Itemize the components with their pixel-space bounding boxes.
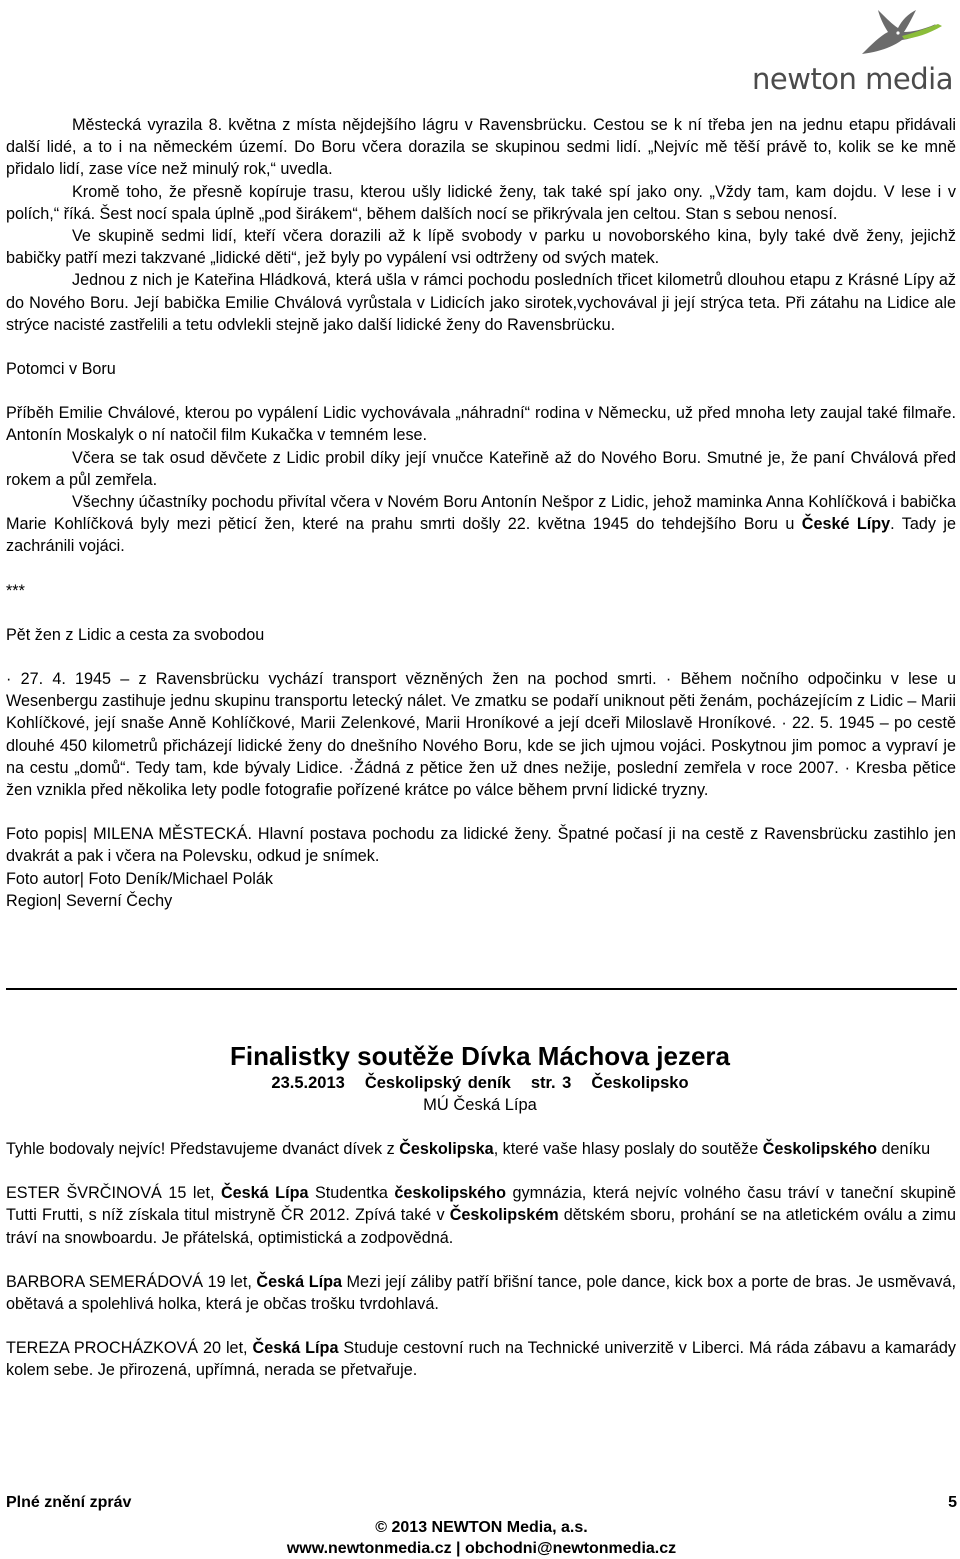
footer-center	[6, 1517, 957, 1559]
bold-term: České Lípy	[801, 515, 891, 534]
finalist-ester: ESTER ŠVRČINOVÁ 15 let, Česká Lípa Studentka českolipského gymnázia, která nejvíc volného času tráví v taneční skupině Tutti Frutti, s níž získala titul mistryně ČR 2012. Zpívá také v Českolipském dětském sboru, prohání se na atletickém oválu a zimu tráví na snowboardu. Je přátelská, optimistická a zodpovědná.	[6, 1184, 956, 1247]
article-publication: Českolipský deník	[364, 1074, 511, 1092]
paragraph: Jednou z nich je Kateřina Hládková, která ušla v rámci pochodu posledních třicet kilometrů dlouhou etapu z Krásné Lípy až do Nového Boru. Její babička Emilie Chválová vyrůstala v Lidicích jako sirotek,vychovával ji její strýca teta. Při zátahu na Lidice ale strýce nacisté zastřelili a tetu odvlekli stejně jako další lidické ženy do Ravensbrücku.	[6, 271, 956, 334]
hummingbird-logo-icon	[752, 6, 957, 66]
article-continuation	[6, 114, 956, 912]
newton-media-logo	[752, 6, 957, 98]
footer-label: Plné znění zpráv	[6, 1494, 132, 1511]
section-heading: Potomci v Boru	[6, 360, 116, 379]
paragraph: Ve skupině sedmi lidí, kteří včera dorazili až k lípě svobody v parku u novoborského kina, byly také dvě ženy, jejichž babičky patří mezi takzvané „lidické děti“, jež byly po vypálení vsi odtrženy od svých matek.	[6, 227, 956, 268]
paragraph: Všechny účastníky pochodu přivítal včera v Novém Boru Antonín Nešpor z Lidic, jehož maminka Anna Kohlíčková i babička Marie Kohlíčková byly mezi pěticí žen, které na prahu smrti došly 22. května 1945 do tehdejšího Boru u České Lípy. Tady je zachránili vojáci.	[6, 493, 957, 556]
article-meta	[0, 1072, 960, 1094]
article-body	[6, 1138, 956, 1382]
contact: www.newtonmedia.cz | obchodni@newtonmedia.cz	[286, 1540, 677, 1557]
timeline-paragraph: · 27. 4. 1945 – z Ravensbrücku vychází transport vězněných žen na pochod smrti. · Během nočního odpočinku v lese u Wesenbergu zastihuje jednu skupinu transportu letecký nálet. Ve zmatku se podaří uniknout pěti ženám, pocházejícím z Lidic – Marii Kohlíčkové, její snaše Anně Kohlíčkové, Marii Zelenkové, Marii Hroníkové a její dceři Miloslavě Hroníkové. · 22. 5. 1945 – po cestě dlouhé 450 kilometrů přicházejí lidické ženy do dnešního Nového Boru, kde se jich ujmou vojáci. Poskytnou jim pomoc a vypraví je na cestu „domů“. Tedy tam, kde bývaly Lidice. ·Žádná z pětice žen už dnes nežije, poslední zemřela v roce 2007. · Kresba pětice žen vznikla před několika lety podle fotografie pořízené krátce po válce během první lidické tryzny.	[6, 670, 956, 800]
article-title: Finalistky soutěže Dívka Máchova jezera	[230, 1041, 730, 1071]
intro-paragraph: Tyhle bodovaly nejvíc! Představujeme dvanáct dívek z Českolipska, které vaše hlasy poslaly do soutěže Českolipského deníku	[6, 1140, 931, 1158]
photo-author: Foto autor| Foto Deník/Michael Polák	[6, 869, 273, 888]
article-divider	[6, 988, 957, 990]
paragraph: Městecká vyrazila 8. května z místa nějdejšího lágru v Ravensbrücku. Cestou se k ní třeba jen na jednu etapu přidávali další lidé, a to i na německém území. Do Boru včera dorazila se skupinou sedmi lidí. „Nejvíc mě těší právě to, kolik se ke mně přidalo lidí, zase více než minulý rok,“ uvedla.	[6, 116, 956, 179]
paragraph: Kromě toho, že přesně kopíruje trasu, kterou ušly lidické ženy, tak také spí jako ony. „Vždy tam, kam dojdu. V lese i v polích,“ říká. Šest nocí spala úplně „pod širákem“, během dalších nocí se přikrývala jen celtou. Stan s sebou nenosí.	[6, 182, 956, 223]
section-heading: Pět žen z Lidic a cesta za svobodou	[6, 625, 265, 644]
logo-text: newton media	[752, 62, 953, 96]
article-date: 23.5.2013	[271, 1074, 345, 1092]
paragraph: Příběh Emilie Chválové, kterou po vypálení Lidic vychovávala „náhradní“ rodina v Německu, už před mnoha lety zaujal také filmaře. Antonín Moskalyk o ní natočil film Kukačka v temném lese.	[6, 404, 956, 445]
page-number: 5	[948, 1494, 957, 1511]
finalist-barbora: BARBORA SEMERÁDOVÁ 19 let, Česká Lípa Mezi její záliby patří břišní tance, pole dance, kick box a porte de bras. Je usměvavá, obětavá a spolehlivá holka, která je občas trošku tvrdohlavá.	[6, 1272, 957, 1314]
finalist-tereza: TEREZA PROCHÁZKOVÁ 20 let, Česká Lípa Studuje cestovní ruch na Technické univerzitě v Liberci. Má ráda zábavu a kamarády kolem sebe. Je přirozená, upřímná, nerada se přetvařuje.	[6, 1339, 956, 1380]
article-rubric: Českolipsko	[591, 1074, 689, 1092]
separator: ***	[6, 581, 25, 600]
article-source: MÚ Česká Lípa	[423, 1096, 537, 1114]
article-header	[0, 1040, 960, 1116]
photo-caption: Foto popis| MILENA MĚSTECKÁ. Hlavní postava pochodu za lidické ženy. Špatné počasí ji na cestě z Ravensbrücku zastihlo jen dvakrát a pak i včera na Polevsku, odkud je snímek.	[6, 825, 956, 866]
copyright: © 2013 NEWTON Media, a.s.	[375, 1519, 588, 1536]
article-page: str. 3	[530, 1074, 572, 1092]
paragraph: Včera se tak osud děvčete z Lidic probil díky její vnučce Kateřině až do Nového Boru. Smutné je, že paní Chválová před rokem a půl zemřela.	[6, 448, 956, 489]
region: Region| Severní Čechy	[6, 891, 173, 910]
